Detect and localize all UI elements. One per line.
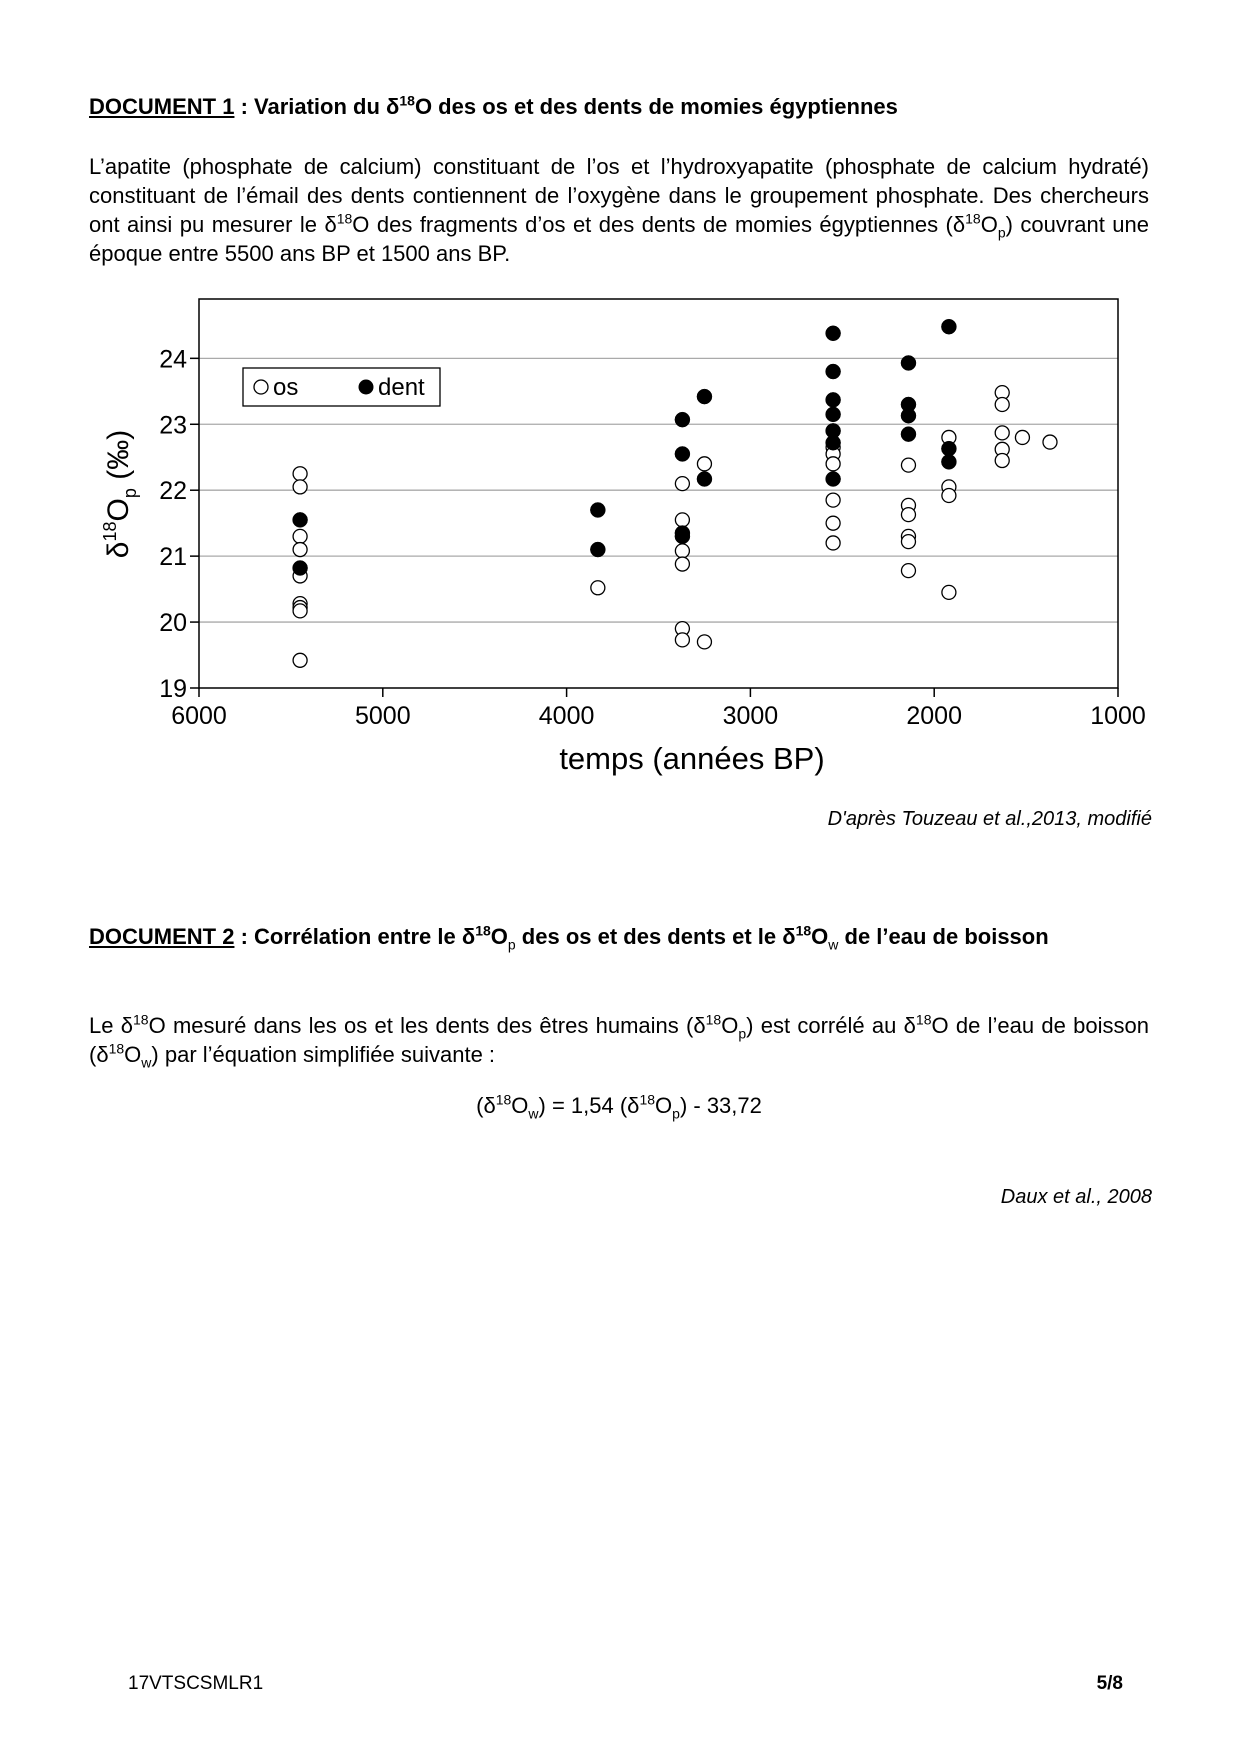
point-os xyxy=(293,604,307,618)
doc1-para-sup-1: 18 xyxy=(336,210,353,227)
doc2-label: DOCUMENT 2 xyxy=(89,924,235,949)
point-os xyxy=(675,477,689,491)
doc2-para-text-4: ) est corrélé au δ xyxy=(746,1013,916,1038)
point-dent xyxy=(675,446,690,461)
doc1-label: DOCUMENT 1 xyxy=(89,94,235,119)
doc2-para-sup-5: 18 xyxy=(108,1040,125,1057)
x-tick-label: 6000 xyxy=(171,702,227,730)
point-os xyxy=(995,397,1009,411)
doc1-title-post: O des os et des dents de momies égyptiennes xyxy=(414,94,898,119)
point-os xyxy=(675,513,689,527)
x-tick-label: 3000 xyxy=(722,702,779,730)
doc1-para-text-3: O xyxy=(980,212,998,237)
point-os xyxy=(901,508,915,522)
y-tick-label: 23 xyxy=(159,411,187,440)
doc1-title-pre: : Variation du δ xyxy=(234,94,400,119)
doc1-para-text-4: ) couvrant une époque entre 5500 ans BP et 1500 ans BP. xyxy=(89,212,1149,266)
doc1-para-sub-3: p xyxy=(997,224,1006,241)
point-dent xyxy=(697,389,712,404)
y-tick-label: 20 xyxy=(159,609,187,638)
point-dent xyxy=(826,364,841,379)
point-os xyxy=(293,653,307,667)
plot-frame xyxy=(199,299,1118,688)
doc2-heading xyxy=(89,922,1149,952)
doc1-para-text-2: O des fragments d’os et des dents de momies égyptiennes (δ xyxy=(352,212,966,237)
doc2-title-sub-d: w xyxy=(828,936,839,953)
eq-sub-2: w xyxy=(528,1105,539,1122)
point-os xyxy=(697,457,711,471)
doc1-heading xyxy=(89,92,1149,122)
doc2-para-text-7: ) par l’équation simplifiée suivante : xyxy=(151,1042,496,1067)
point-os xyxy=(591,581,605,595)
x-axis xyxy=(171,688,1146,730)
point-os xyxy=(995,426,1009,440)
doc2-para-text-3: O xyxy=(721,1013,739,1038)
footer-page-number: 5/8 xyxy=(1096,1673,1123,1694)
point-os xyxy=(826,516,840,530)
point-os xyxy=(826,493,840,507)
point-os xyxy=(995,454,1009,468)
point-os xyxy=(942,488,956,502)
doc2-para-text-5: O de l’eau de boisson (δ xyxy=(89,1013,1149,1067)
point-dent xyxy=(901,408,916,423)
point-dent xyxy=(901,355,916,370)
point-os xyxy=(293,543,307,557)
point-os xyxy=(901,564,915,578)
doc2-para-text-6: O xyxy=(124,1042,142,1067)
eq-sup-1: 18 xyxy=(495,1091,512,1108)
point-os xyxy=(293,529,307,543)
doc2-para-sub-6: w xyxy=(141,1054,152,1071)
legend-os-marker xyxy=(254,380,268,394)
doc2-paragraph xyxy=(89,1011,1149,1069)
doc2-para-sub-3: p xyxy=(738,1025,747,1042)
point-os xyxy=(826,457,840,471)
footer-code: 17VTSCSMLR1 xyxy=(128,1673,264,1694)
point-os xyxy=(826,536,840,550)
point-dent xyxy=(941,319,956,334)
point-dent xyxy=(675,529,690,544)
point-dent xyxy=(826,392,841,407)
point-dent xyxy=(293,512,308,527)
x-tick-label: 2000 xyxy=(906,702,963,730)
doc2-title-a: : Corrélation entre le δ xyxy=(234,924,476,949)
doc1-paragraph xyxy=(89,152,1149,268)
y-tick-label: 21 xyxy=(159,543,187,572)
doc1-source: D'après Touzeau et al.,2013, modifié xyxy=(827,808,1152,830)
point-os xyxy=(675,633,689,647)
point-dent xyxy=(941,454,956,469)
point-dent xyxy=(675,412,690,427)
delta18o-scatter-chart xyxy=(0,280,1240,800)
doc2-para-sup-4: 18 xyxy=(915,1011,932,1028)
point-dent xyxy=(590,502,605,517)
eq-text-5: ) - 33,72 xyxy=(679,1093,762,1118)
doc2-title-sup-a: 18 xyxy=(475,922,491,939)
doc1-para-text-1: L’apatite (phosphate de calcium) constituant de l’os et l’hydroxyapatite (phosphate de calcium hydraté) constituant de l’émail des dents contiennent de l’oxygène dans le groupement phosphate. Des chercheurs ont ainsi pu mesurer le δ xyxy=(89,154,1149,237)
y-axis xyxy=(159,345,199,703)
doc2-title-e: de l’eau de boisson xyxy=(838,924,1049,949)
point-os xyxy=(675,544,689,558)
doc2-para-text-1: Le δ xyxy=(89,1013,133,1038)
eq-sub-4: p xyxy=(672,1105,680,1122)
doc2-title-d: O xyxy=(811,924,829,949)
doc2-para-text-2: O mesuré dans les os et les dents des êtres humains (δ xyxy=(148,1013,706,1038)
point-os xyxy=(697,635,711,649)
legend-os-label: os xyxy=(273,374,299,401)
point-dent xyxy=(901,427,916,442)
point-dent xyxy=(941,441,956,456)
eq-text-2: O xyxy=(511,1093,529,1118)
eq-text-1: (δ xyxy=(476,1093,496,1118)
eq-text-3: ) = 1,54 (δ xyxy=(538,1093,640,1118)
point-os xyxy=(942,585,956,599)
x-tick-label: 1000 xyxy=(1090,702,1146,730)
point-os xyxy=(901,535,915,549)
point-dent xyxy=(826,471,841,486)
doc2-para-sup-1: 18 xyxy=(133,1011,149,1028)
doc2-title-sub-b: p xyxy=(507,936,516,953)
point-os xyxy=(901,458,915,472)
point-dent xyxy=(826,435,841,450)
y-axis-label: $\delta^{18}O_p$ (‰) xyxy=(100,429,140,559)
point-dent xyxy=(293,561,308,576)
doc2-title-b: O xyxy=(490,924,508,949)
point-os xyxy=(293,480,307,494)
x-axis-label: temps (années BP) xyxy=(559,741,825,776)
y-tick-label: 19 xyxy=(159,675,187,703)
x-tick-label: 5000 xyxy=(354,702,411,730)
doc1-para-sup-2: 18 xyxy=(965,210,981,227)
y-tick-label: 22 xyxy=(159,477,187,506)
legend-dent-label: dent xyxy=(378,374,425,401)
x-tick-label: 4000 xyxy=(538,702,595,730)
doc2-title-sup-c: 18 xyxy=(795,922,812,939)
chart-legend xyxy=(243,368,440,406)
point-dent xyxy=(697,471,712,486)
point-os xyxy=(293,467,307,481)
doc2-title-c: des os et des dents et le δ xyxy=(515,924,796,949)
point-os xyxy=(675,557,689,571)
y-tick-label: 24 xyxy=(159,345,187,374)
point-dent xyxy=(826,326,841,341)
point-dent xyxy=(590,542,605,557)
doc2-source: Daux et al., 2008 xyxy=(1000,1186,1152,1208)
doc2-para-sup-2: 18 xyxy=(705,1011,722,1028)
correlation-equation xyxy=(89,1091,1149,1122)
point-dent xyxy=(826,407,841,422)
point-os xyxy=(1043,435,1057,449)
eq-sup-3: 18 xyxy=(639,1091,656,1108)
point-os xyxy=(1015,430,1029,444)
eq-text-4: O xyxy=(655,1093,673,1118)
legend-dent-marker xyxy=(359,380,374,395)
doc1-title-sup: 18 xyxy=(399,92,415,109)
